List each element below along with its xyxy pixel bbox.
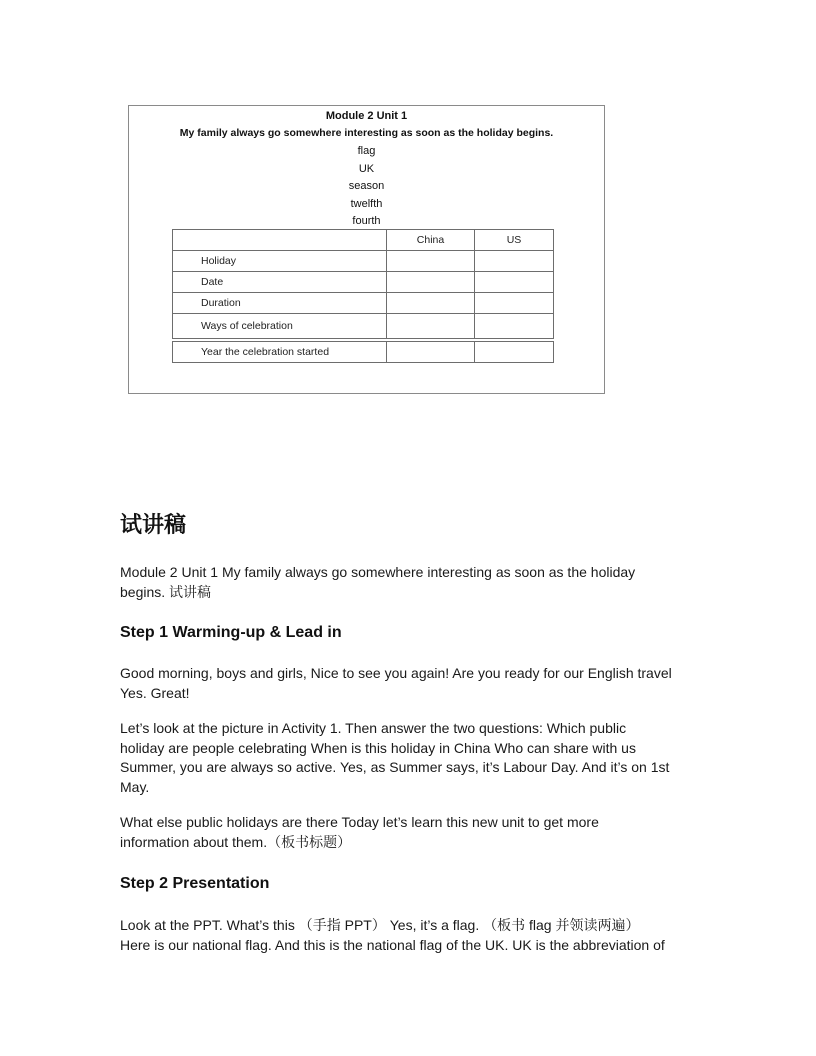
paragraph-greeting bbox=[120, 664, 700, 703]
intro-line-2: begins. 试讲稿 bbox=[120, 583, 212, 600]
table-row bbox=[173, 342, 554, 363]
doc-heading: 试讲稿 bbox=[120, 513, 187, 538]
table-row bbox=[173, 251, 554, 272]
p3-line-1: What else public holidays are there Today let’s learn this new unit to get more bbox=[120, 814, 599, 830]
p4-line-2: Here is our national flag. And this is the national flag of the UK. UK is the abbreviation of bbox=[120, 936, 665, 953]
p1-line-1: Good morning, boys and girls, Nice to see you again! Are you ready for our English travel bbox=[120, 665, 672, 681]
board-word-uk: UK bbox=[358, 163, 375, 175]
table-header-empty bbox=[173, 230, 387, 251]
table-row-label: Holiday bbox=[173, 251, 387, 272]
board-design-box bbox=[128, 105, 605, 394]
intro-paragraph bbox=[120, 563, 700, 602]
board-title: Module 2 Unit 1 bbox=[325, 110, 408, 122]
p2-line-1: Let’s look at the picture in Activity 1. Then answer the two questions: Which public bbox=[120, 720, 627, 736]
board-subtitle: My family always go somewhere interesting as soon as the holiday begins. bbox=[179, 127, 554, 139]
p2-line-3: Summer, you are always so active. Yes, as Summer says, it’s Labour Day. And it’s on 1st bbox=[120, 759, 670, 775]
paragraph-ppt-flag bbox=[120, 916, 700, 955]
table-cell bbox=[387, 293, 475, 314]
table-cell bbox=[387, 251, 475, 272]
table-header-china: China bbox=[387, 230, 475, 251]
paragraph-public-holidays bbox=[120, 813, 700, 852]
p2-line-2: holiday are people celebrating When is this holiday in China Who can share with us bbox=[120, 739, 636, 756]
paragraph-activity1 bbox=[120, 719, 700, 797]
board-word-season: season bbox=[348, 180, 385, 192]
table-cell bbox=[475, 251, 554, 272]
table-cell bbox=[387, 314, 475, 339]
holiday-comparison-table bbox=[172, 229, 554, 363]
table-cell bbox=[387, 272, 475, 293]
table-row-label: Year the celebration started bbox=[173, 342, 387, 363]
table-cell bbox=[387, 342, 475, 363]
table-cell bbox=[475, 314, 554, 339]
table-row bbox=[173, 314, 554, 339]
intro-line-1: Module 2 Unit 1 My family always go somewhere interesting as soon as the holiday bbox=[120, 564, 636, 580]
table-row bbox=[173, 293, 554, 314]
table-header-us: US bbox=[475, 230, 554, 251]
step2-title: Step 2 Presentation bbox=[120, 875, 270, 892]
p4-line-1: Look at the PPT. What’s this （手指 PPT） Yes, it’s a flag. （板书 flag 并领读两遍） bbox=[120, 917, 640, 933]
p1-line-2: Yes. Great! bbox=[120, 684, 190, 701]
table-cell bbox=[475, 342, 554, 363]
table-header-row bbox=[173, 230, 554, 251]
board-word-fourth: fourth bbox=[352, 215, 381, 227]
table-cell bbox=[475, 272, 554, 293]
step1-title: Step 1 Warming-up & Lead in bbox=[120, 624, 342, 641]
board-word-twelfth: twelfth bbox=[350, 198, 383, 210]
table-cell bbox=[475, 293, 554, 314]
p3-line-2: information about them.（板书标题） bbox=[120, 833, 352, 850]
table-row bbox=[173, 272, 554, 293]
table-row-label: Ways of celebration bbox=[173, 314, 387, 339]
table-row-label: Duration bbox=[173, 293, 387, 314]
board-word-flag: flag bbox=[357, 145, 376, 157]
p2-line-4: May. bbox=[120, 778, 150, 795]
table-row-label: Date bbox=[173, 272, 387, 293]
